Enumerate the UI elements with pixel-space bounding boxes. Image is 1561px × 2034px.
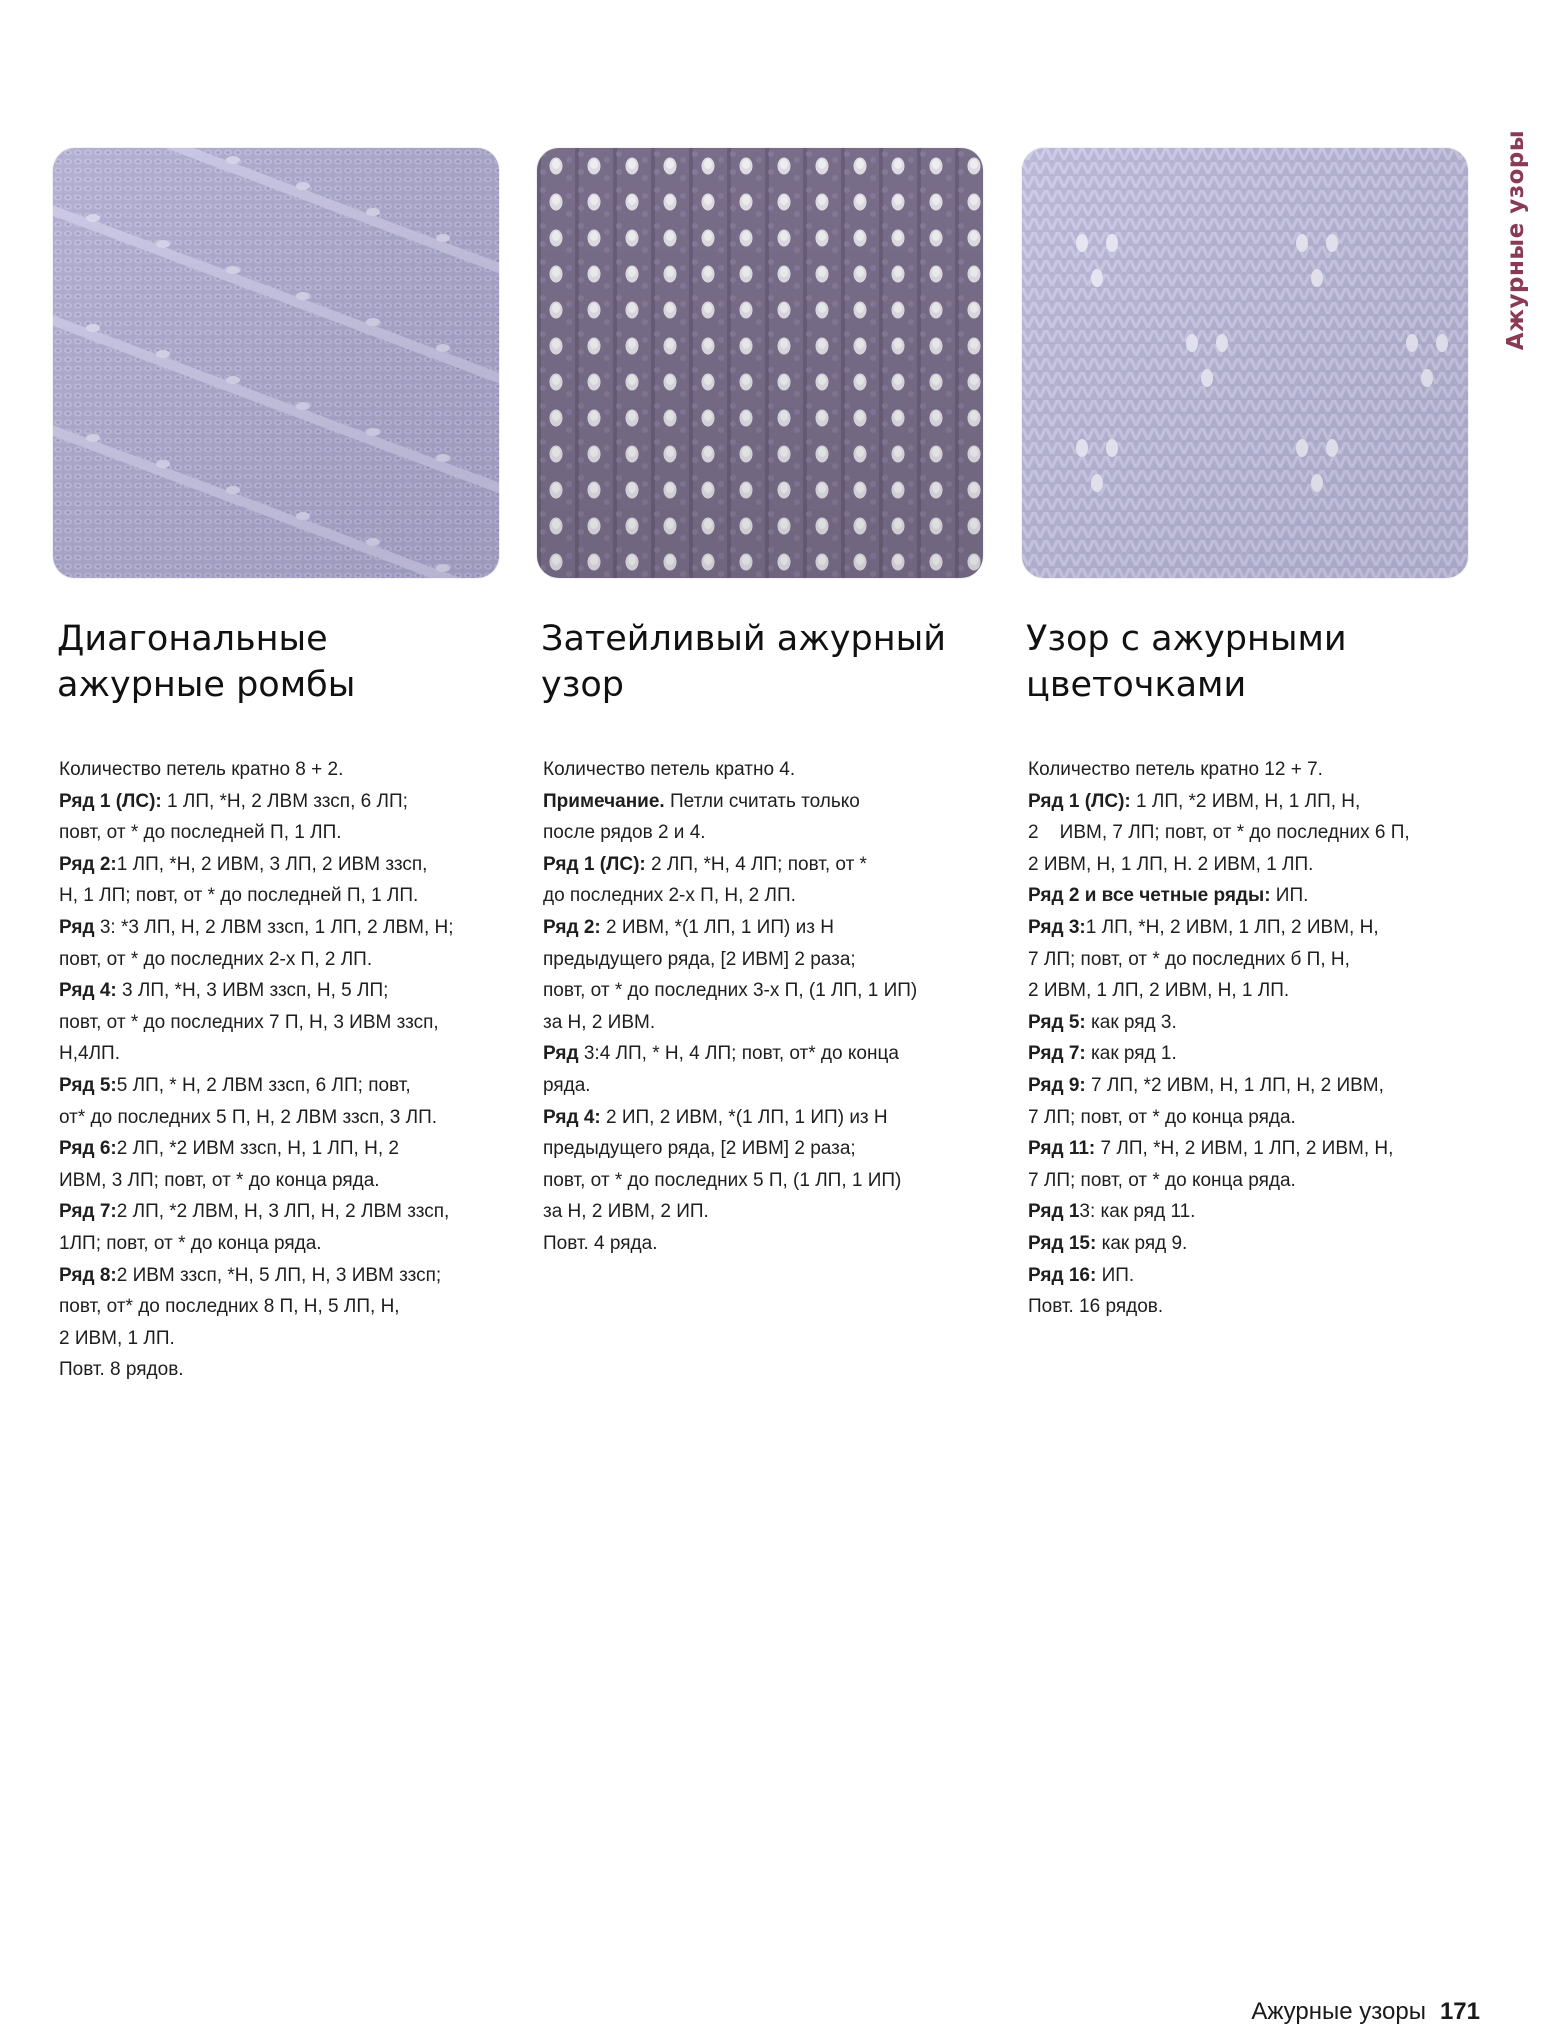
instruction-line (543, 944, 987, 976)
row-text: 5 ЛП, * Н, 2 ЛВМ ззсп, 6 ЛП; повт, (116, 1074, 411, 1096)
instruction-line (1028, 912, 1472, 944)
row-label: Ряд 1 (ЛС): (59, 790, 162, 812)
row-text: 1 ЛП, *Н, 2 ЛВМ ззсп, 6 ЛП; (161, 790, 408, 812)
instruction-line (543, 1102, 987, 1134)
instruction-line (1028, 1196, 1472, 1228)
instruction-line (543, 912, 987, 944)
row-label: Ряд 1 (1028, 1201, 1080, 1223)
swatch-photo-eyelet-mesh (537, 148, 983, 578)
instruction-line (59, 1133, 503, 1165)
instruction-line (59, 1038, 503, 1070)
instruction-line (1028, 975, 1472, 1007)
instruction-line (59, 1228, 503, 1260)
instruction-line (543, 1070, 987, 1102)
row-text: от* до последних 5 П, Н, 2 ЛВМ ззсп, 3 ЛП. (59, 1106, 438, 1128)
row-label: Ряд 8: (59, 1264, 117, 1286)
row-text: ряда. (543, 1074, 591, 1096)
row-text: за Н, 2 ИВМ. (543, 1011, 656, 1033)
pattern-instructions (543, 754, 987, 1260)
instruction-line (59, 786, 503, 818)
instruction-line (59, 1165, 503, 1197)
row-label: Ряд 7: (59, 1201, 117, 1223)
row-text: 2 ИВМ, *(1 ЛП, 1 ИП) из Н (600, 916, 834, 938)
row-text: 2 ЛП, *2 ИВМ ззсп, Н, 1 ЛП, Н, 2 (116, 1138, 399, 1160)
row-label: Ряд 11: (1028, 1138, 1096, 1160)
row-text: Петли считать только (664, 790, 860, 812)
row-label: Ряд 15: (1028, 1232, 1097, 1254)
instruction-line (1028, 1291, 1472, 1323)
row-text: до последних 2-х П, Н, 2 ЛП. (543, 885, 796, 907)
row-text: 7 ЛП; повт, от * до конца ряда. (1028, 1169, 1296, 1191)
instruction-line (543, 1133, 987, 1165)
row-text: Повт. 16 рядов. (1028, 1296, 1164, 1318)
instruction-line (1028, 786, 1472, 818)
instruction-line (1028, 1260, 1472, 1292)
instruction-line (1028, 1038, 1472, 1070)
row-text: ИП. (1096, 1264, 1135, 1286)
pattern-instructions (1028, 754, 1472, 1323)
instruction-line (1028, 849, 1472, 881)
row-text: как ряд 9. (1096, 1232, 1188, 1254)
row-text: 7 ЛП, *Н, 2 ИВМ, 1 ЛП, 2 ИВМ, Н, (1095, 1138, 1394, 1160)
instruction-line (543, 1007, 987, 1039)
row-text: 1 ЛП, *Н, 2 ИВМ, 3 ЛП, 2 ИВМ ззсп, (116, 853, 428, 875)
row-text: повт, от * до последних 5 П, (1 ЛП, 1 ИП) (543, 1169, 902, 1191)
instruction-line (59, 1323, 503, 1355)
instruction-line (1028, 754, 1472, 786)
instruction-line (59, 1260, 503, 1292)
row-label: Ряд 2: (543, 916, 601, 938)
row-label: Ряд 9: (1028, 1074, 1086, 1096)
row-label: Ряд 2: (59, 853, 117, 875)
instruction-line (543, 817, 987, 849)
instruction-line (59, 880, 503, 912)
row-text: после рядов 2 и 4. (543, 822, 706, 844)
row-text: ИП. (1270, 885, 1309, 907)
row-text: повт, от * до последних 7 П, Н, 3 ИВМ ззсп, (59, 1011, 439, 1033)
row-text: повт, от * до последних 3-х П, (1 ЛП, 1 ИП) (543, 980, 918, 1002)
row-text: 3: как ряд 11. (1079, 1201, 1196, 1223)
instruction-line (1028, 1133, 1472, 1165)
row-text: повт, от * до последних 2-х П, 2 ЛП. (59, 948, 373, 970)
row-text: 2 ИП, 2 ИВМ, *(1 ЛП, 1 ИП) из Н (600, 1106, 888, 1128)
instruction-line (59, 849, 503, 881)
row-text: предыдущего ряда, [2 ИВМ] 2 раза; (543, 1138, 856, 1160)
footer-section-title: Ажурные узоры (1251, 1998, 1426, 2025)
pattern-title: Диагональные ажурные ромбы (57, 619, 356, 705)
instruction-line (543, 1196, 987, 1228)
row-text: 3: *3 ЛП, Н, 2 ЛВМ ззсп, 1 ЛП, 2 ЛВМ, Н; (94, 916, 454, 938)
row-label: Примечание. (543, 790, 665, 812)
instruction-line (543, 975, 987, 1007)
row-label: Ряд 6: (59, 1138, 117, 1160)
pattern-column-diagonal-lace (53, 148, 503, 1386)
row-text: 7 ЛП; повт, от * до последних б П, Н, (1028, 948, 1350, 970)
row-label: Ряд 16: (1028, 1264, 1097, 1286)
instruction-line (1028, 1165, 1472, 1197)
instruction-line (543, 1228, 987, 1260)
side-section-tab (1496, 129, 1536, 351)
row-text: 2 ИВМ, 7 ЛП; повт, от * до последних 6 П, (1028, 822, 1410, 844)
instruction-line (1028, 1228, 1472, 1260)
instruction-line (543, 786, 987, 818)
row-text: 2 ЛП, *2 ЛВМ, Н, 3 ЛП, Н, 2 ЛВМ ззсп, (116, 1201, 450, 1223)
row-label: Ряд 4: (543, 1106, 601, 1128)
row-label: Ряд 1 (ЛС): (543, 853, 646, 875)
row-label: Ряд (543, 1043, 579, 1065)
row-text: как ряд 3. (1085, 1011, 1177, 1033)
row-label: Ряд 7: (1028, 1043, 1086, 1065)
row-text: 2 ЛП, *Н, 4 ЛП; повт, от * (645, 853, 867, 875)
row-text: Количество петель кратно 12 + 7. (1028, 759, 1323, 780)
row-label: Ряд (59, 916, 95, 938)
row-text: за Н, 2 ИВМ, 2 ИП. (543, 1201, 709, 1223)
instruction-line (59, 1007, 503, 1039)
row-text: повт, от* до последних 8 П, Н, 5 ЛП, Н, (59, 1296, 400, 1318)
row-text: Количество петель кратно 8 + 2. (59, 759, 344, 780)
swatch-photo-lace-flowers (1022, 148, 1468, 578)
instruction-line (1028, 1007, 1472, 1039)
instruction-line (1028, 817, 1472, 849)
row-text: предыдущего ряда, [2 ИВМ] 2 раза; (543, 948, 856, 970)
instruction-line (59, 1102, 503, 1134)
row-label: Ряд 2 и все четные ряды: (1028, 885, 1271, 907)
row-label: Ряд 3: (1028, 916, 1086, 938)
instruction-line (543, 880, 987, 912)
instruction-line (1028, 880, 1472, 912)
instruction-line (59, 1291, 503, 1323)
page-number: 171 (1439, 1998, 1480, 2025)
row-text: 3 ЛП, *Н, 3 ИВМ ззсп, Н, 5 ЛП; (116, 980, 389, 1002)
page-footer (1200, 1998, 1480, 2026)
pattern-column-eyelet-mesh (537, 148, 987, 1260)
pattern-instructions (59, 754, 503, 1386)
instruction-line (59, 754, 503, 786)
pattern-title: Узор с ажурными цветочками (1026, 619, 1347, 705)
row-text: 2 ИВМ, 1 ЛП. (59, 1327, 175, 1349)
side-section-label: Ажурные узоры (1503, 129, 1529, 351)
row-label: Ряд 5: (1028, 1011, 1086, 1033)
row-text: 2 ИВМ, Н, 1 ЛП, Н. 2 ИВМ, 1 ЛП. (1028, 853, 1314, 875)
instruction-line (1028, 1070, 1472, 1102)
row-text: повт, от * до последней П, 1 ЛП. (59, 822, 342, 844)
instruction-line (543, 754, 987, 786)
row-text: 7 ЛП, *2 ИВМ, Н, 1 ЛП, Н, 2 ИВМ, (1085, 1074, 1384, 1096)
row-text: 3:4 ЛП, * Н, 4 ЛП; повт, от* до конца (578, 1043, 899, 1065)
instruction-line (59, 975, 503, 1007)
instruction-line (59, 1070, 503, 1102)
instruction-line (59, 817, 503, 849)
row-text: Н, 1 ЛП; повт, от * до последней П, 1 ЛП. (59, 885, 419, 907)
row-label: Ряд 5: (59, 1074, 117, 1096)
row-text: 1 ЛП, *Н, 2 ИВМ, 1 ЛП, 2 ИВМ, Н, (1085, 916, 1379, 938)
row-text: ИВМ, 3 ЛП; повт, от * до конца ряда. (59, 1169, 380, 1191)
instruction-line (543, 849, 987, 881)
row-label: Ряд 1 (ЛС): (1028, 790, 1131, 812)
row-text: Н,4ЛП. (59, 1043, 120, 1065)
row-text: 2 ИВМ ззсп, *Н, 5 ЛП, Н, 3 ИВМ ззсп; (116, 1264, 442, 1286)
row-text: Повт. 8 рядов. (59, 1359, 184, 1381)
swatch-photo-diagonal-lace (53, 148, 499, 578)
pattern-column-lace-flowers (1022, 148, 1472, 1323)
pattern-title: Затейливый ажурный узор (541, 619, 946, 705)
row-text: 7 ЛП; повт, от * до конца ряда. (1028, 1106, 1296, 1128)
row-text: Повт. 4 ряда. (543, 1232, 658, 1254)
instruction-line (59, 1354, 503, 1386)
instruction-line (1028, 1102, 1472, 1134)
row-text: 2 ИВМ, 1 ЛП, 2 ИВМ, Н, 1 ЛП. (1028, 980, 1290, 1002)
instruction-line (543, 1038, 987, 1070)
row-text: Количество петель кратно 4. (543, 759, 796, 780)
instruction-line (1028, 944, 1472, 976)
row-text: как ряд 1. (1085, 1043, 1177, 1065)
instruction-line (59, 1196, 503, 1228)
instruction-line (59, 944, 503, 976)
instruction-line (59, 912, 503, 944)
row-label: Ряд 4: (59, 980, 117, 1002)
row-text: 1 ЛП, *2 ИВМ, Н, 1 ЛП, Н, (1130, 790, 1361, 812)
instruction-line (543, 1165, 987, 1197)
row-text: 1ЛП; повт, от * до конца ряда. (59, 1232, 322, 1254)
